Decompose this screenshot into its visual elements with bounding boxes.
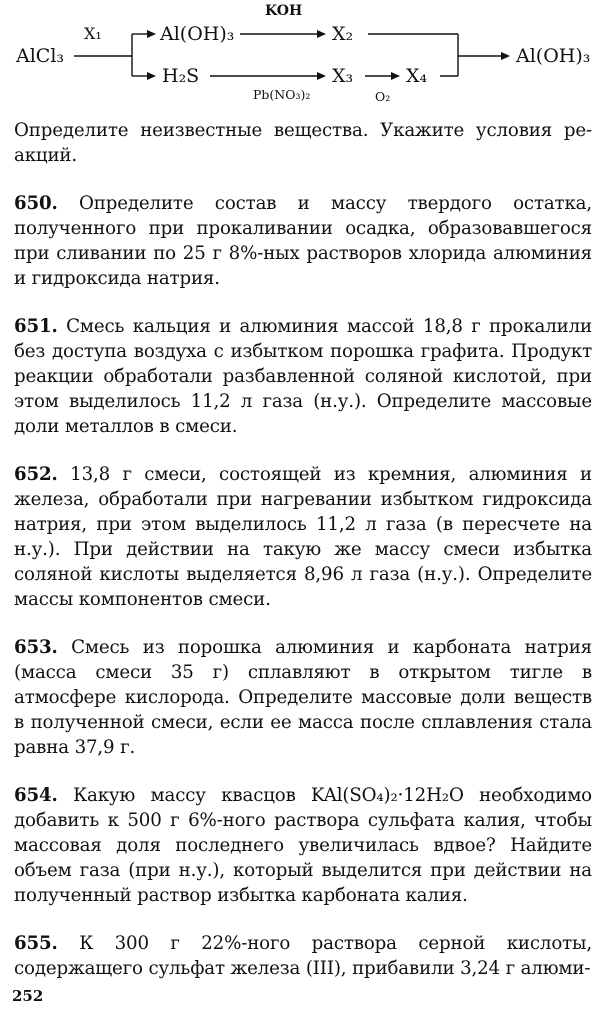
paragraph-intro	[14, 118, 592, 168]
problem-652	[14, 462, 592, 612]
reaction-scheme	[0, 0, 600, 115]
o2-label: O₂	[375, 89, 391, 104]
problem-number: 653.	[14, 637, 58, 658]
problem-number: 655.	[14, 933, 58, 954]
alcl3-label: AlCl₃	[16, 45, 65, 67]
problem-653	[14, 635, 592, 760]
koh-label: KOH	[265, 3, 303, 19]
problem-651	[14, 314, 592, 439]
problem-text: Смесь из порошка алюминия и карбоната натрия (масса смеси 35 г) сплавляют в открытом тигле в атмосфере кислорода. Определите массовые доли веществ в полученной смеси, если ее масса после сплавления стала равна 37,9 г.	[14, 637, 592, 758]
x1-label: X₁	[84, 24, 102, 43]
x2-label: X₂	[332, 23, 354, 45]
problem-number: 650.	[14, 193, 58, 214]
problem-text: Какую массу квасцов KAl(SO₄)₂·12H₂O необходимо добавить к 500 г 6%-ного раствора сульфата калия, чтобы массовая доля последнего увеличилась вдвое? Найдите объем газа (при н.у.), который выделится при действии на полученный раствор избытка карбоната калия.	[14, 785, 592, 906]
al-oh3-label: Al(OH)₃	[160, 23, 235, 45]
problem-number: 654.	[14, 785, 58, 806]
page-body	[14, 118, 592, 1004]
problem-text: 13,8 г смеси, состоящей из кремния, алюминия и железа, обработали при нагревании избытком гидроксида натрия, при этом выделилось 11,2 л газа (в пересчете на н.у.). При действии на такую же массу смеси избытка соляной кислоты выделяется 8,96 л газа (н.у.). Определите массы компонентов смеси.	[14, 464, 592, 610]
problem-text: К 300 г 22%-ного раствора серной кислоты, содержащего сульфат железа (III), прибавили 3,24 г алюми-	[14, 933, 593, 979]
problem-650	[14, 191, 592, 291]
problem-text: Определите состав и массу твердого остатка, полученного при прокаливании осадка, образовавшегося при сливании по 25 г 8%-ных растворов хлорида алюминия и гидроксида натрия.	[14, 193, 592, 289]
problem-654	[14, 783, 592, 908]
x3-label: X₃	[332, 65, 354, 87]
problem-number: 651.	[14, 316, 58, 337]
pb-no3-label: Pb(NO₃)₂	[253, 87, 311, 102]
problem-655	[14, 931, 592, 981]
h2s-label: H₂S	[162, 65, 200, 87]
page-number: 252	[12, 987, 44, 1005]
problem-text: Смесь кальция и алюминия массой 18,8 г прокалили без доступа воздуха с избытком порошка графита. Продукт реакции обработали разбавленной соляной кислотой, при этом выделилось 11,2 л газа (н.у.). Определите массовые доли металлов в смеси.	[14, 316, 592, 437]
final-al-oh3-label: Al(OH)₃	[516, 45, 591, 67]
paragraph-text: Определите неизвестные вещества. Укажите условия ре-акций.	[14, 120, 592, 166]
problem-number: 652.	[14, 464, 58, 485]
x4-label: X₄	[406, 65, 428, 87]
